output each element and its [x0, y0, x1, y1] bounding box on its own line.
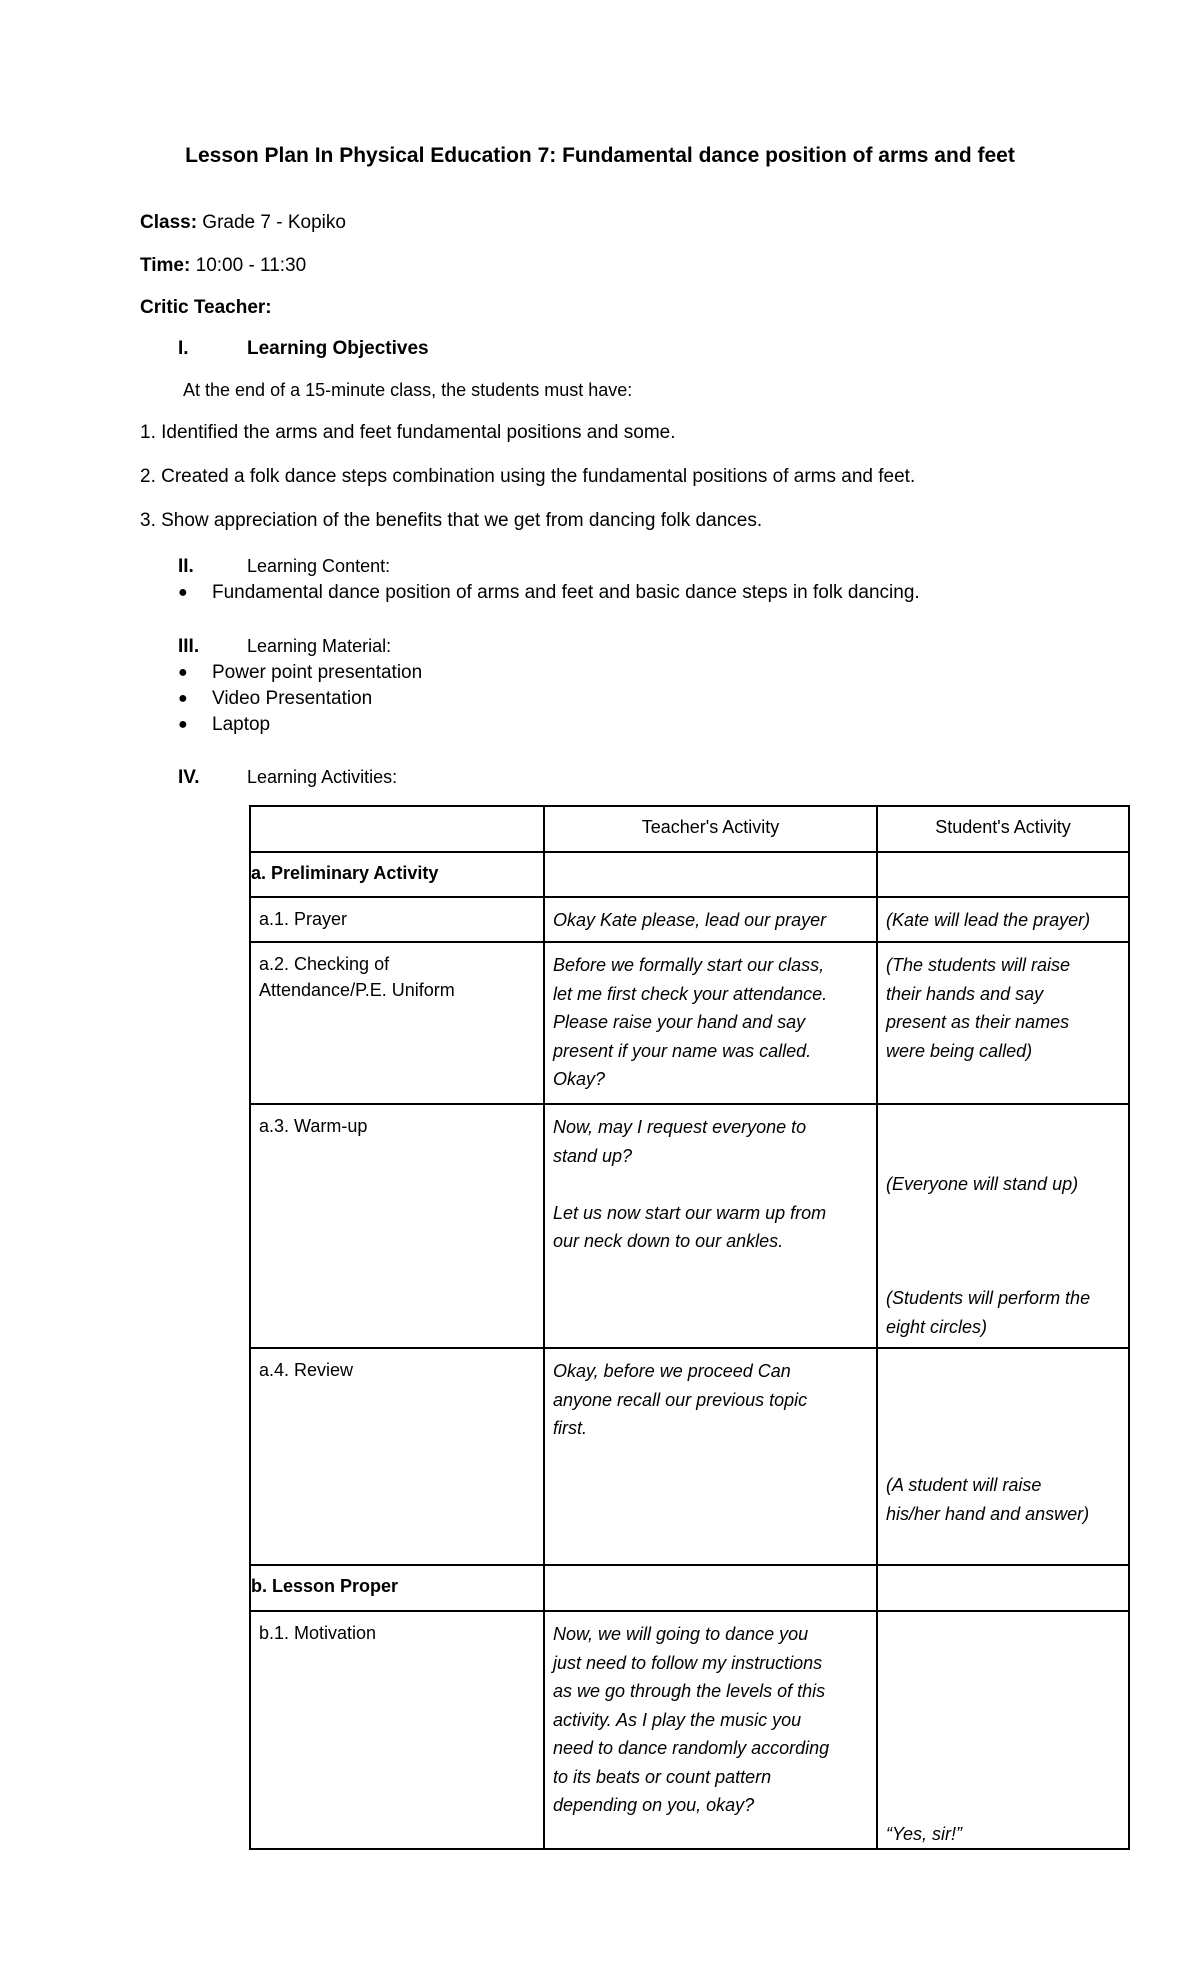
student-line [886, 1256, 1120, 1285]
material-item: Power point presentation [212, 662, 423, 683]
section-numeral-4: IV. [178, 767, 200, 788]
table-row [250, 942, 1129, 1104]
teacher-line: Okay Kate please, lead our prayer [553, 910, 827, 930]
bullet-icon: ● [178, 690, 188, 707]
teacher-cell [544, 942, 877, 1104]
objective-item: 2. Created a folk dance steps combination using the fundamental positions of arms and feet. [140, 466, 916, 487]
teacher-cell [544, 1348, 877, 1565]
student-line: (Students will perform the [886, 1288, 1091, 1308]
teacher-line: first. [553, 1418, 587, 1438]
label-cell [250, 897, 544, 942]
section-row [250, 852, 1129, 897]
material-item: Video Presentation [212, 688, 373, 709]
teacher-cell [544, 1611, 877, 1849]
material-heading: Learning Material: [247, 636, 392, 656]
student-line [886, 1386, 1120, 1415]
empty-cell [544, 1565, 877, 1611]
student-line [886, 1649, 1120, 1678]
section-numeral-1: I. [178, 338, 189, 359]
section-b-title: b. Lesson Proper [250, 1565, 544, 1611]
student-line: (A student will raise [886, 1475, 1042, 1495]
teacher-line [553, 1170, 868, 1199]
section-a-title: a. Preliminary Activity [250, 852, 544, 897]
class-line [140, 212, 346, 234]
material-item: Laptop [212, 714, 271, 735]
student-line: (Everyone will stand up) [886, 1174, 1079, 1194]
student-line: (Kate will lead the prayer) [886, 910, 1091, 930]
teacher-cell [544, 897, 877, 942]
table-row [250, 897, 1129, 942]
empty-cell [544, 852, 877, 897]
activities-heading: Learning Activities: [247, 767, 398, 787]
objective-item: 3. Show appreciation of the benefits that we get from dancing folk dances. [140, 510, 763, 531]
teacher-line: Before we formally start our class, [553, 955, 825, 975]
teacher-line: present if your name was called. [553, 1040, 812, 1061]
student-cell [877, 897, 1129, 942]
table-header-row [250, 806, 1129, 852]
time-label: Time: [140, 255, 191, 276]
teacher-line: Okay? [553, 1069, 606, 1089]
student-line [886, 1142, 1120, 1171]
label-cell [250, 1104, 544, 1348]
label-cell [250, 1611, 544, 1849]
section-row [250, 1565, 1129, 1611]
label-cell [250, 942, 544, 1104]
student-line [886, 1443, 1120, 1472]
time-line [140, 255, 306, 277]
table-row [250, 1611, 1129, 1849]
student-line: present as their names [886, 1012, 1070, 1032]
table-row [250, 1104, 1129, 1348]
teacher-line: let me first check your attendance. [553, 983, 828, 1004]
student-line [886, 1357, 1120, 1386]
empty-cell [877, 1565, 1129, 1611]
teacher-cell [544, 1104, 877, 1348]
student-line: (The students will raise [886, 955, 1071, 975]
teacher-line: Now, may I request everyone to [553, 1117, 807, 1137]
content-item: Fundamental dance position of arms and feet and basic dance steps in folk dancing. [212, 582, 920, 603]
label-line: a.3. Warm-up [259, 1116, 368, 1136]
teacher-line: Now, we will going to dance you [553, 1624, 809, 1644]
bullet-icon: ● [178, 664, 188, 681]
critic-teacher-label: Critic Teacher: [140, 297, 272, 318]
student-cell [877, 942, 1129, 1104]
empty-cell [877, 852, 1129, 897]
student-line [886, 1706, 1120, 1735]
teacher-line: Let us now start our warm up from [553, 1202, 827, 1223]
teacher-line: depending on you, okay? [553, 1795, 755, 1815]
label-line: a.2. Checking of [259, 954, 390, 974]
class-value: Grade 7 - Kopiko [197, 212, 346, 233]
student-line: his/her hand and answer) [886, 1503, 1090, 1524]
teacher-line: anyone recall our previous topic [553, 1389, 808, 1410]
student-line [886, 1113, 1120, 1142]
student-line [886, 1620, 1120, 1649]
content-heading: Learning Content: [247, 556, 391, 576]
student-cell [877, 1348, 1129, 1565]
bullet-icon: ● [178, 584, 188, 601]
section-numeral-2: II. [178, 556, 194, 577]
document-title: Lesson Plan In Physical Education 7: Fundamental dance position of arms and feet [185, 144, 1015, 167]
section-numeral-3: III. [178, 636, 200, 657]
activities-table [249, 805, 1130, 1850]
teacher-line: Please raise your hand and say [553, 1012, 806, 1032]
student-line [886, 1677, 1120, 1706]
class-label: Class: [140, 212, 198, 233]
teacher-line: as we go through the levels of this [553, 1681, 826, 1701]
table-row [250, 1348, 1129, 1565]
student-cell [877, 1611, 1129, 1849]
student-line: were being called) [886, 1040, 1033, 1061]
header-cell: Teacher's Activity [544, 806, 877, 852]
student-line: eight circles) [886, 1316, 988, 1337]
objectives-intro: At the end of a 15-minute class, the students must have: [183, 380, 633, 400]
teacher-line: stand up? [553, 1145, 633, 1166]
student-line [886, 1414, 1120, 1443]
student-line: “Yes, sir!” [886, 1823, 963, 1844]
teacher-line: Okay, before we proceed Can [553, 1361, 791, 1381]
header-cell [250, 806, 544, 852]
teacher-line: activity. As I play the music you [553, 1709, 802, 1730]
teacher-line: our neck down to our ankles. [553, 1231, 784, 1251]
label-line: a.1. Prayer [259, 909, 348, 929]
objective-item: 1. Identified the arms and feet fundamental positions and some. [140, 422, 676, 443]
label-line: b.1. Motivation [259, 1623, 377, 1643]
student-line [886, 1763, 1120, 1792]
teacher-line: to its beats or count pattern [553, 1766, 772, 1787]
teacher-line: need to dance randomly according [553, 1738, 830, 1758]
teacher-line: just need to follow my instructions [553, 1652, 823, 1673]
label-cell [250, 1348, 544, 1565]
header-cell: Student's Activity [877, 806, 1129, 852]
student-line [886, 1227, 1120, 1256]
bullet-icon: ● [178, 716, 188, 733]
student-cell [877, 1104, 1129, 1348]
label-line: a.4. Review [259, 1360, 354, 1380]
time-value: 10:00 - 11:30 [190, 255, 307, 276]
student-line [886, 1791, 1120, 1820]
objectives-heading: Learning Objectives [247, 338, 429, 359]
student-line: their hands and say [886, 983, 1044, 1004]
student-line [886, 1734, 1120, 1763]
label-line: Attendance/P.E. Uniform [259, 980, 455, 1000]
student-line [886, 1199, 1120, 1228]
